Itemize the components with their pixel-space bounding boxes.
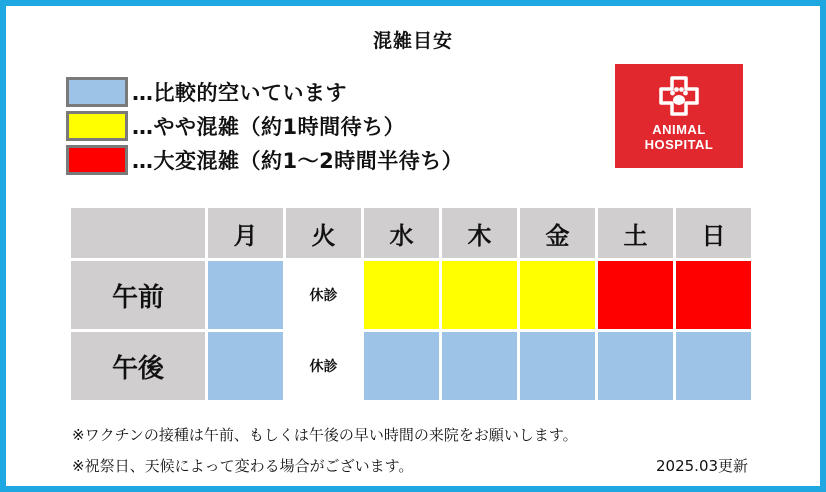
paw-cross-icon — [658, 75, 700, 117]
status-cell-very — [676, 261, 751, 329]
status-cell-free — [676, 332, 751, 400]
status-cell-free — [364, 332, 439, 400]
legend-label-somewhat: …やや混雑（約1時間待ち） — [132, 115, 406, 139]
legend-item-free — [66, 75, 347, 109]
closed-cell: 休診 — [286, 332, 361, 400]
header-day-fri: 金 — [520, 208, 595, 258]
header-day-mon: 月 — [208, 208, 283, 258]
legend-label-very: …大変混雑（約1～2時間半待ち） — [132, 149, 464, 173]
note-vaccination: ※ワクチンの接種は午前、もしくは午後の早い時間の来院をお願いします。 — [72, 426, 578, 444]
status-cell-free — [208, 332, 283, 400]
table-row-afternoon — [71, 332, 751, 400]
table-row-morning — [71, 261, 751, 329]
header-day-sun: 日 — [676, 208, 751, 258]
table-header-row — [71, 208, 751, 258]
legend-swatch-somewhat — [66, 111, 128, 141]
page-title: 混雑目安 — [372, 30, 453, 52]
legend-swatch-free — [66, 77, 128, 107]
logo-text-animal: ANIMAL — [652, 122, 706, 137]
legend-item-very — [66, 143, 463, 177]
status-cell-somewhat — [364, 261, 439, 329]
animal-hospital-logo — [615, 64, 743, 168]
header-day-sat: 土 — [598, 208, 673, 258]
status-cell-very — [598, 261, 673, 329]
status-cell-free — [208, 261, 283, 329]
updated-date: 2025.03更新 — [656, 457, 749, 475]
status-cell-somewhat — [442, 261, 517, 329]
note-holidays: ※祝祭日、天候によって変わる場合がございます。 — [72, 457, 414, 475]
legend-label-free: …比較的空いています — [132, 81, 347, 105]
legend-swatch-very — [66, 145, 128, 175]
status-cell-free — [598, 332, 673, 400]
logo-text-hospital: HOSPITAL — [644, 137, 714, 152]
header-day-wed: 水 — [364, 208, 439, 258]
row-label-morning: 午前 — [71, 261, 205, 329]
header-day-tue: 火 — [286, 208, 361, 258]
header-corner — [71, 208, 205, 258]
legend-item-somewhat — [66, 109, 405, 143]
closed-cell: 休診 — [286, 261, 361, 329]
congestion-table — [68, 205, 754, 403]
header-day-thu: 木 — [442, 208, 517, 258]
row-label-afternoon: 午後 — [71, 332, 205, 400]
status-cell-free — [520, 332, 595, 400]
status-cell-free — [442, 332, 517, 400]
status-cell-somewhat — [520, 261, 595, 329]
